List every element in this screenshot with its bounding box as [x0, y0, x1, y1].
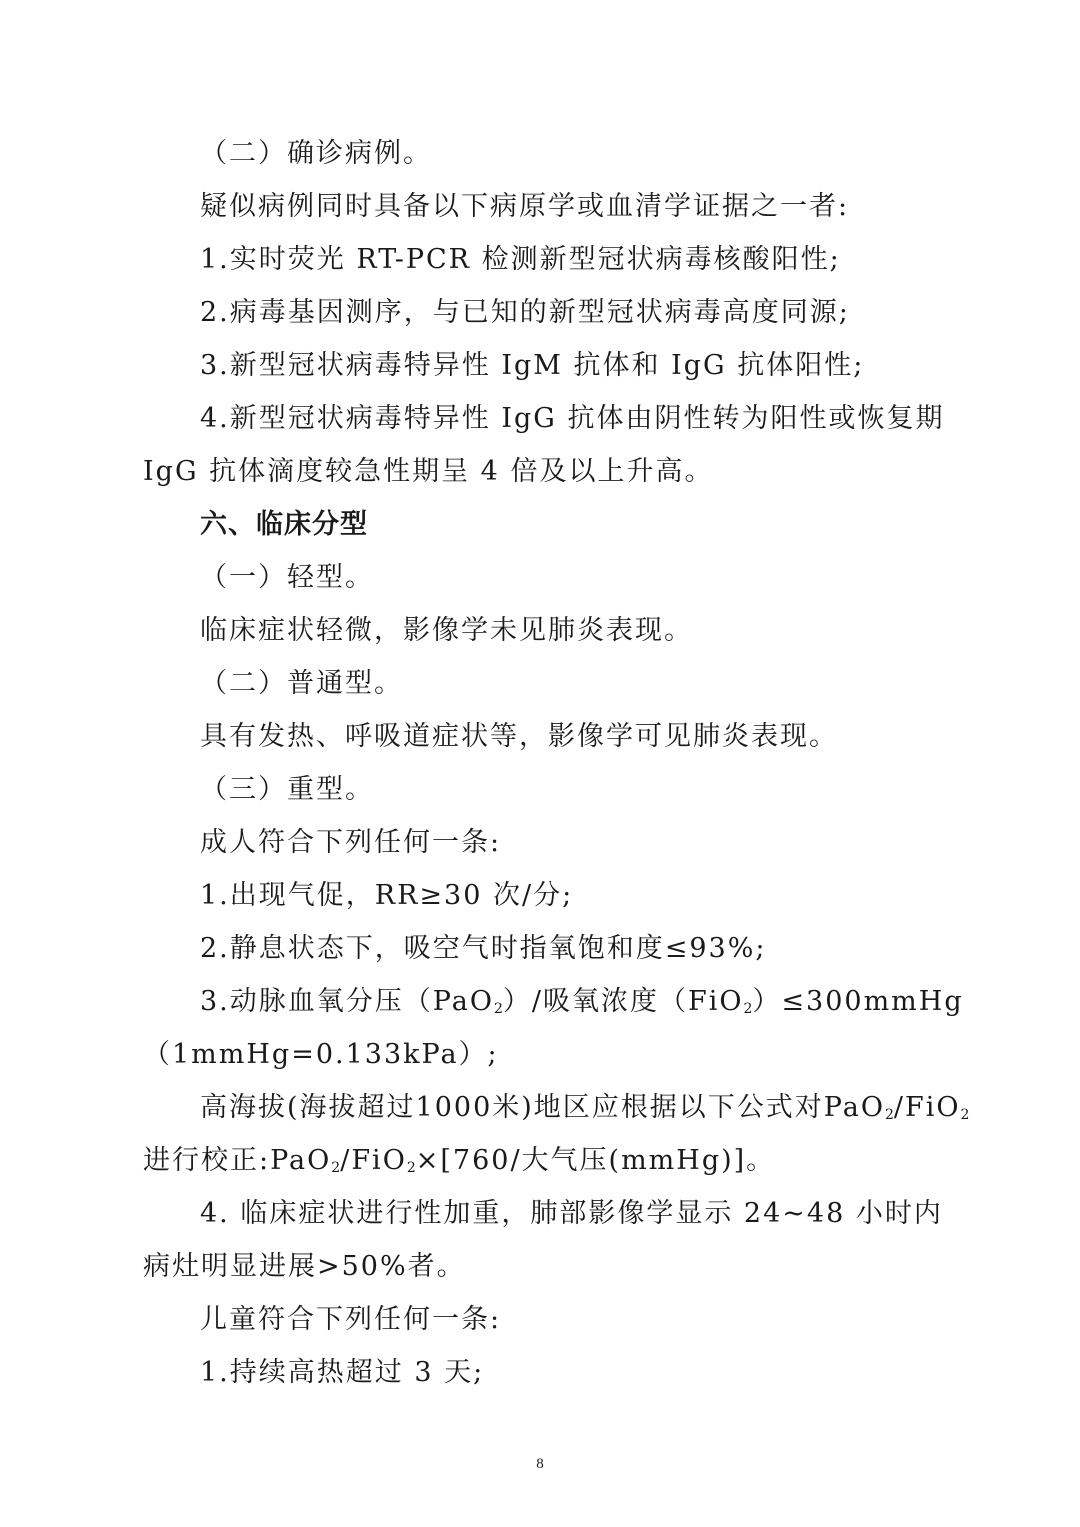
page-number: 8 [536, 1456, 544, 1472]
adult-criterion-4-continued: 病灶明显进展>50%者。 [143, 1251, 466, 1282]
confirmed-criterion-2: 2.病毒基因测序，与已知的新型冠状病毒高度同源; [200, 297, 850, 328]
mild-type-description: 临床症状轻微，影像学未见肺炎表现。 [200, 615, 693, 646]
child-criteria-intro: 儿童符合下列任何一条: [200, 1304, 502, 1335]
adult-criterion-2: 2.静息状态下，吸空气时指氧饱和度≤93%; [200, 933, 767, 964]
confirmed-case-heading: （二）确诊病例。 [200, 138, 432, 169]
confirmed-criterion-1: 1.实时荧光 RT-PCR 检测新型冠状病毒核酸阳性; [200, 244, 841, 275]
altitude-correction-formula: 进行校正:PaO$_2$/FiO$_2$×[760/大气压(mmHg)]。 [143, 1145, 776, 1176]
section-title-clinical-classification: 六、临床分型 [200, 509, 368, 540]
confirmed-criterion-4-continued: IgG 抗体滴度较急性期呈 4 倍及以上升高。 [143, 456, 714, 487]
adult-criterion-1: 1.出现气促，RR≥30 次/分; [200, 880, 574, 911]
altitude-correction-note: 高海拔(海拔超过1000米)地区应根据以下公式对PaO$_2$/FiO$_2$ [200, 1092, 970, 1123]
confirmed-criterion-4: 4.新型冠状病毒特异性 IgG 抗体由阴性转为阳性或恢复期 [200, 403, 945, 434]
adult-criterion-4: 4. 临床症状进行性加重，肺部影像学显示 24~48 小时内 [200, 1198, 943, 1229]
severe-type-heading: （三）重型。 [200, 774, 374, 805]
mild-type-heading: （一）轻型。 [200, 562, 374, 593]
child-criterion-1: 1.持续高热超过 3 天; [200, 1357, 485, 1388]
adult-criterion-3-unit-note: （1mmHg=0.133kPa）; [143, 1039, 499, 1070]
common-type-heading: （二）普通型。 [200, 668, 403, 699]
common-type-description: 具有发热、呼吸道症状等，影像学可见肺炎表现。 [200, 721, 838, 752]
adult-criteria-intro: 成人符合下列任何一条: [200, 827, 502, 858]
confirmed-case-intro: 疑似病例同时具备以下病原学或血清学证据之一者: [200, 191, 850, 222]
adult-criterion-3: 3.动脉血氧分压（PaO$_2$）/吸氧浓度（FiO$_2$）≤300mmHg [200, 986, 964, 1017]
confirmed-criterion-3: 3.新型冠状病毒特异性 IgM 抗体和 IgG 抗体阳性; [200, 350, 865, 381]
